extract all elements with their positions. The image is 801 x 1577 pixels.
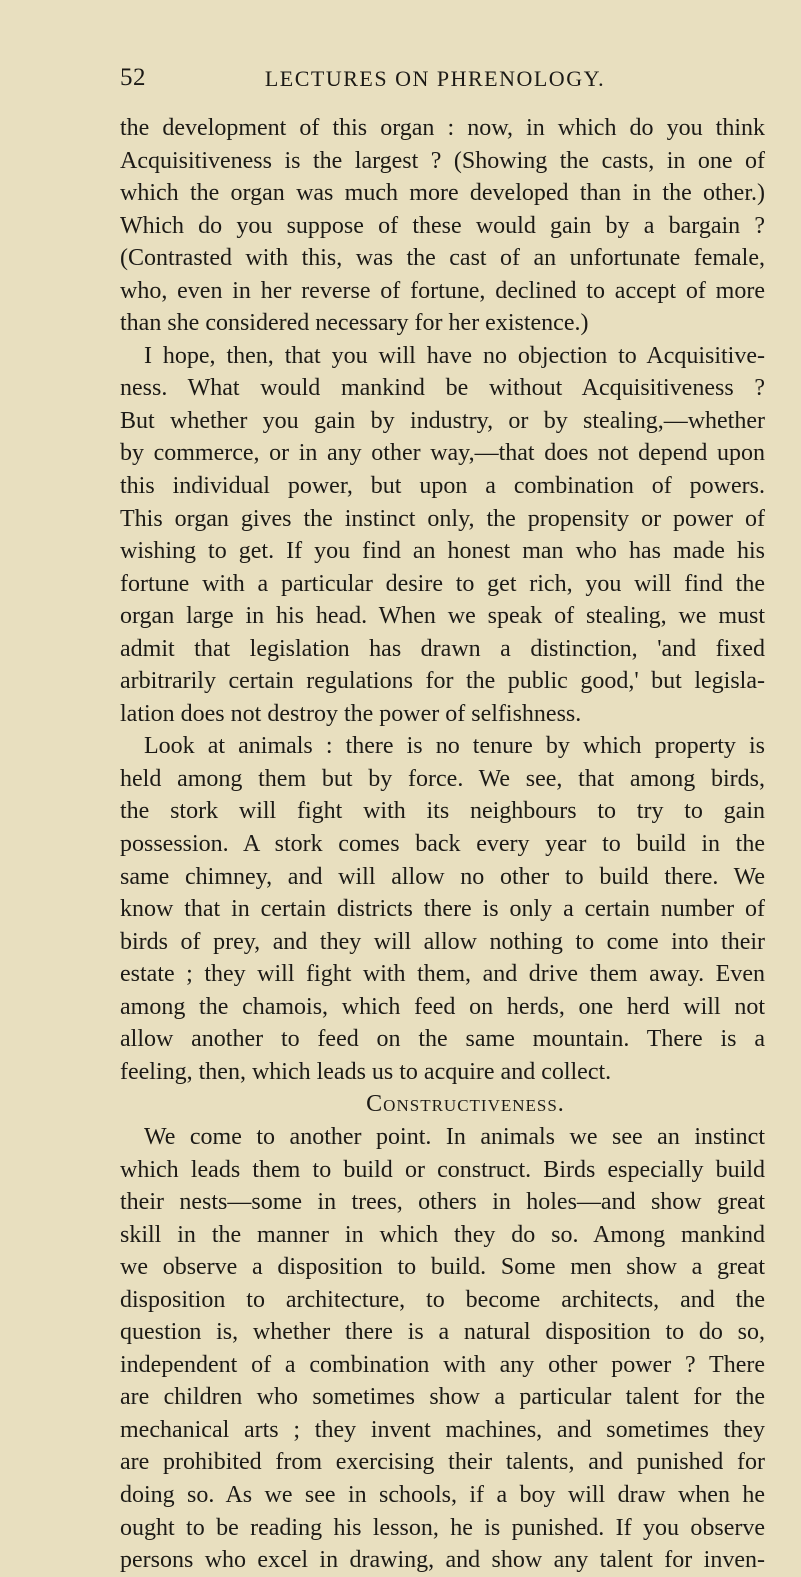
text-line: their nests—some in trees, others in holes—and show great	[120, 1189, 765, 1216]
text-line: who, even in her reverse of fortune, declined to accept of more	[120, 277, 765, 304]
text-line: organ large in his head. When we speak of stealing, we must	[120, 603, 765, 630]
text-line: feeling, then, which leads us to acquire and collect.	[120, 1058, 612, 1085]
text-line: know that in certain districts there is only a certain number of	[120, 896, 765, 923]
text-line: Acquisitiveness is the largest ? (Showing the casts, in one of	[120, 147, 765, 174]
page-number: 52	[120, 64, 146, 91]
text-line: wishing to get. If you find an honest man who has made his	[120, 538, 765, 565]
text-line: admit that legislation has drawn a distinction, 'and fixed	[120, 635, 765, 662]
section-heading: Constructiveness.	[366, 1091, 565, 1118]
text-line: I hope, then, that you will have no objection to Acquisitive-	[144, 342, 765, 369]
text-line: held among them but by force. We see, that among birds,	[120, 765, 765, 792]
text-line: We come to another point. In animals we see an instinct	[144, 1123, 765, 1150]
text-line: which leads them to build or construct. Birds especially build	[120, 1156, 765, 1183]
text-line: But whether you gain by industry, or by stealing,—whether	[120, 407, 765, 434]
text-line: (Contrasted with this, was the cast of an unfortunate female,	[120, 245, 765, 272]
text-line: lation does not destroy the power of selfishness.	[120, 700, 582, 727]
text-line: persons who excel in drawing, and show any talent for inven-	[120, 1547, 765, 1574]
text-line: among the chamois, which feed on herds, one herd will not	[120, 993, 765, 1020]
text-line: disposition to architecture, to become architects, and the	[120, 1286, 765, 1313]
text-line: are prohibited from exercising their talents, and punished for	[120, 1449, 765, 1476]
text-line: allow another to feed on the same mountain. There is a	[120, 1026, 765, 1053]
text-line: fortune with a particular desire to get rich, you will find the	[120, 570, 765, 597]
text-line: doing so. As we see in schools, if a boy will draw when he	[120, 1481, 765, 1508]
text-line: same chimney, and will allow no other to build there. We	[120, 863, 765, 890]
text-line: Which do you suppose of these would gain by a bargain ?	[120, 212, 765, 239]
running-head: LECTURES ON PHRENOLOGY.	[264, 66, 606, 91]
text-line: Look at animals : there is no tenure by which property is	[144, 733, 765, 760]
text-line: which the organ was much more developed than in the other.)	[120, 180, 765, 207]
text-line: estate ; they will fight with them, and drive them away. Even	[120, 961, 765, 988]
text-line: independent of a combination with any other power ? There	[120, 1351, 765, 1378]
body-text	[120, 112, 765, 1577]
text-line: ness. What would mankind be without Acquisitiveness ?	[120, 375, 765, 402]
text-line: we observe a disposition to build. Some men show a great	[120, 1254, 765, 1281]
text-line: this individual power, but upon a combination of powers.	[120, 473, 765, 500]
text-line: birds of prey, and they will allow nothing to come into their	[120, 928, 765, 955]
text-line: are children who sometimes show a particular talent for the	[120, 1384, 765, 1411]
text-line: by commerce, or in any other way,—that does not depend upon	[120, 440, 765, 467]
text-line: ought to be reading his lesson, he is punished. If you observe	[120, 1514, 765, 1541]
text-line: This organ gives the instinct only, the propensity or power of	[120, 505, 765, 532]
text-line: mechanical arts ; they invent machines, and sometimes they	[120, 1416, 765, 1443]
text-line: than she considered necessary for her existence.)	[120, 310, 589, 337]
text-line: possession. A stork comes back every year to build in the	[120, 831, 765, 858]
text-line: the development of this organ : now, in which do you think	[120, 115, 765, 141]
text-line: arbitrarily certain regulations for the public good,' but legisla-	[120, 668, 765, 695]
text-line: question is, whether there is a natural disposition to do so,	[120, 1319, 765, 1346]
text-line: the stork will fight with its neighbours to try to gain	[120, 798, 765, 825]
page-header	[120, 64, 760, 100]
text-line: skill in the manner in which they do so. Among mankind	[120, 1221, 765, 1248]
